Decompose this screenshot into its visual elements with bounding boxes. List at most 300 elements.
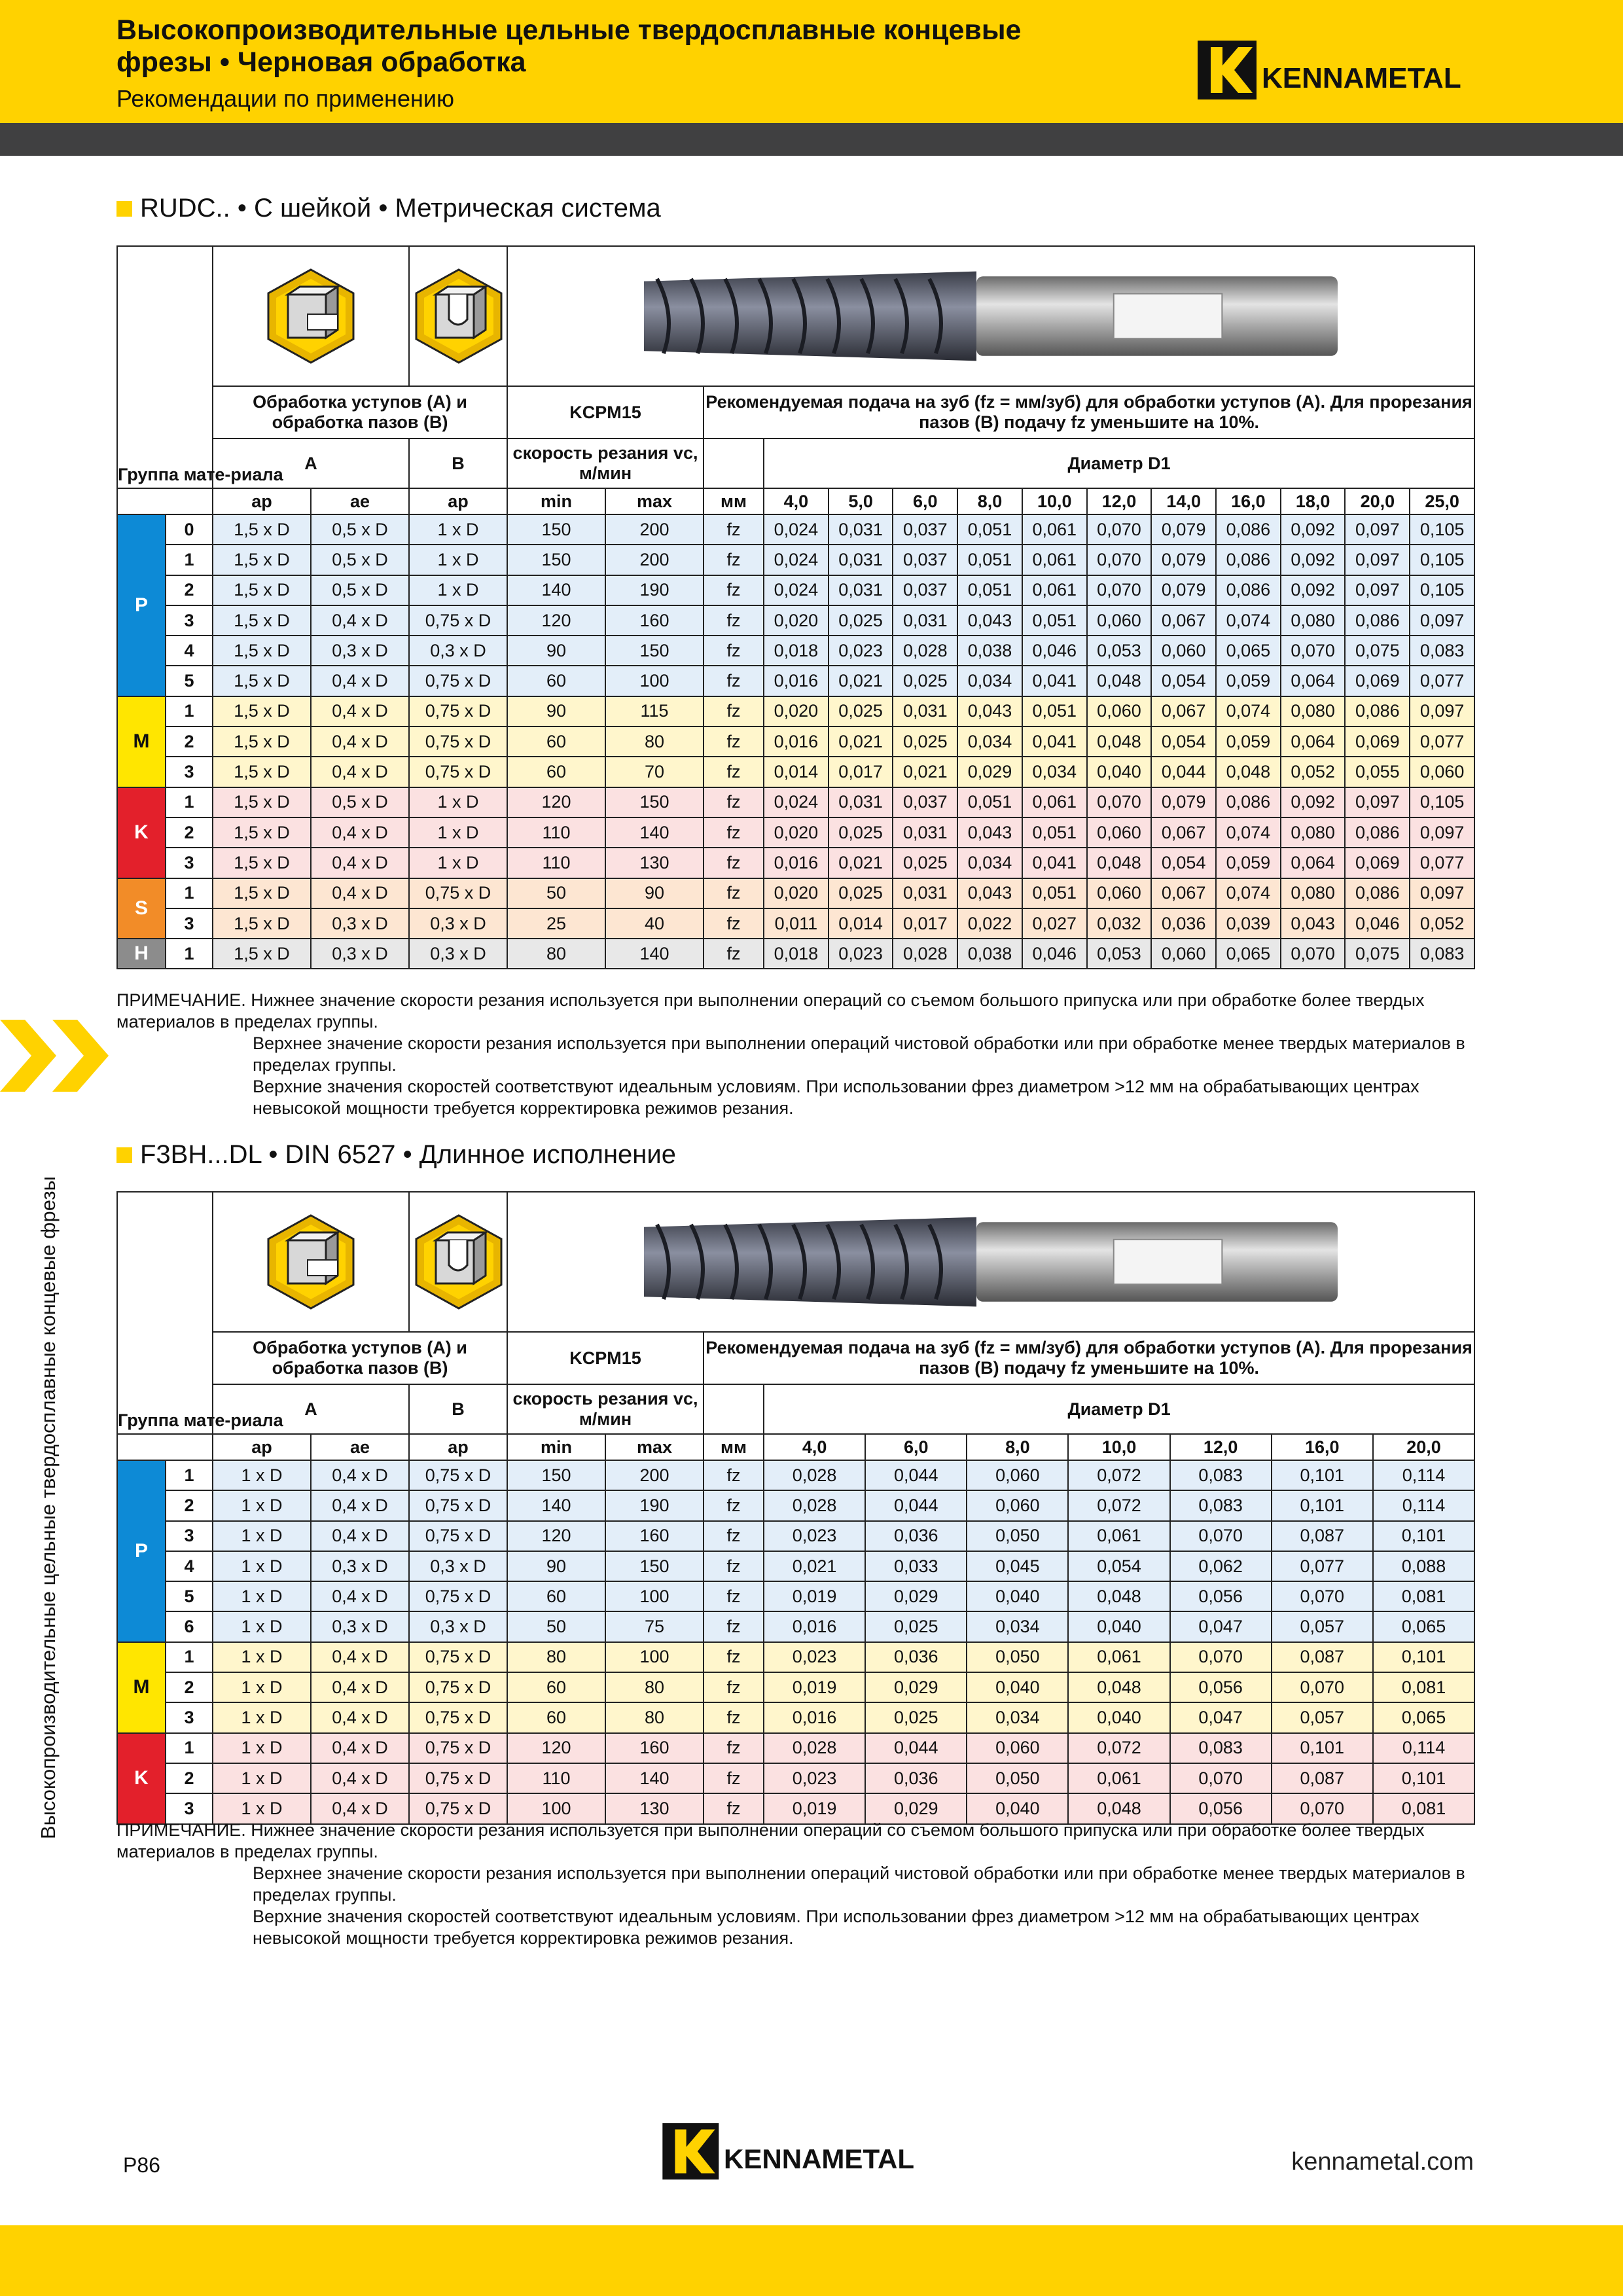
ap-b-value: 0,75 x D bbox=[425, 1526, 491, 1546]
feed-value: 0,021 bbox=[838, 671, 883, 691]
subgroup-number: 3 bbox=[184, 1526, 194, 1546]
feed-cell bbox=[1410, 545, 1474, 575]
feed-value: 0,060 bbox=[1097, 883, 1141, 903]
kennametal-footer-logo bbox=[656, 2123, 931, 2179]
feed-value: 0,061 bbox=[1097, 1768, 1141, 1788]
subgroup-number: 2 bbox=[184, 822, 194, 842]
feed-value: 0,105 bbox=[1419, 549, 1465, 569]
subgroup-number: 2 bbox=[184, 1495, 194, 1515]
feed-value: 0,087 bbox=[1300, 1647, 1345, 1667]
diameter-col-header bbox=[1087, 488, 1152, 514]
ap-b-cell bbox=[409, 1763, 507, 1793]
operation-header-cell bbox=[213, 1332, 507, 1384]
page-title: Высокопроизводительные цельные твердосплавные концевые фрезы • Черновая обработка bbox=[116, 14, 1022, 78]
feed-value: 0,070 bbox=[1300, 1798, 1345, 1818]
feed-value: 0,056 bbox=[1198, 1586, 1243, 1606]
subgroup-cell bbox=[166, 848, 213, 878]
feed-cell bbox=[865, 1672, 967, 1702]
vc-min-value: 90 bbox=[546, 1556, 567, 1576]
feed-value: 0,101 bbox=[1300, 1465, 1345, 1485]
subgroup-cell bbox=[166, 757, 213, 787]
vc-max-cell bbox=[605, 757, 704, 787]
website-link[interactable]: kennametal.com bbox=[1291, 2148, 1474, 2176]
vc-min-value: 140 bbox=[541, 580, 571, 600]
feed-value: 0,075 bbox=[1355, 943, 1400, 963]
feed-cell bbox=[1410, 726, 1474, 757]
vc-max-cell bbox=[605, 726, 704, 757]
table-row bbox=[117, 1642, 1474, 1672]
subgroup-cell bbox=[166, 1551, 213, 1581]
feed-cell bbox=[1022, 848, 1087, 878]
ap-cell bbox=[213, 1733, 311, 1763]
feed-cell bbox=[967, 1551, 1068, 1581]
vc-min-cell bbox=[507, 575, 605, 605]
feed-value: 0,097 bbox=[1355, 580, 1400, 600]
feed-cell bbox=[865, 1551, 967, 1581]
unit-value: fz bbox=[726, 580, 741, 600]
material-group-letter: M bbox=[133, 1676, 150, 1698]
feed-value: 0,077 bbox=[1419, 852, 1465, 872]
vc-min-value: 90 bbox=[546, 701, 567, 721]
vc-min-cell bbox=[507, 939, 605, 969]
feed-cell bbox=[1068, 1611, 1169, 1641]
ae-value: 0,4 x D bbox=[332, 1677, 388, 1697]
feed-value: 0,031 bbox=[838, 580, 883, 600]
feed-value: 0,034 bbox=[995, 1708, 1040, 1728]
feed-value: 0,050 bbox=[995, 1768, 1040, 1788]
vc-min-cell bbox=[507, 1581, 605, 1611]
feed-value: 0,097 bbox=[1419, 822, 1465, 842]
vc-max-cell bbox=[605, 696, 704, 726]
subgroup-number: 3 bbox=[184, 762, 194, 782]
operation-header: Обработка уступов (A) и обработка пазов (B) bbox=[253, 1338, 467, 1378]
feed-value: 0,023 bbox=[838, 640, 883, 660]
max-label: max bbox=[636, 491, 673, 511]
grade-label: KCPM15 bbox=[569, 402, 641, 422]
feed-cell bbox=[1087, 545, 1152, 575]
ae-value: 0,4 x D bbox=[332, 1526, 388, 1546]
speed-header bbox=[507, 439, 704, 488]
ap-cell bbox=[213, 878, 311, 908]
group-header-blank bbox=[117, 246, 283, 488]
table-row bbox=[117, 1733, 1474, 1763]
shoulder-icon-cell bbox=[213, 246, 409, 386]
feed-cell bbox=[1410, 817, 1474, 848]
vc-max-value: 140 bbox=[639, 1768, 669, 1788]
feed-value: 0,057 bbox=[1300, 1708, 1345, 1728]
feed-cell bbox=[967, 1763, 1068, 1793]
feed-value: 0,074 bbox=[1226, 822, 1271, 842]
feed-cell bbox=[1345, 939, 1410, 969]
shoulder-milling-icon bbox=[262, 1213, 360, 1311]
vc-min-value: 60 bbox=[546, 762, 567, 782]
note-label: ПРИМЕЧАНИЕ. bbox=[116, 990, 246, 1010]
table-row bbox=[117, 666, 1474, 696]
ap-cell bbox=[213, 1460, 311, 1490]
ap-b-cell bbox=[409, 1642, 507, 1672]
subgroup-cell bbox=[166, 636, 213, 666]
end-mill-tool-image-0 bbox=[631, 254, 1351, 378]
ap-b-value: 1 x D bbox=[437, 822, 479, 842]
subgroup-cell bbox=[166, 605, 213, 636]
feed-value: 0,050 bbox=[995, 1647, 1040, 1667]
vc-min-cell bbox=[507, 787, 605, 817]
feed-value: 0,061 bbox=[1032, 792, 1077, 812]
feed-value: 0,025 bbox=[903, 731, 948, 751]
feed-cell bbox=[764, 696, 829, 726]
subgroup-number: 2 bbox=[184, 731, 194, 751]
subgroup-number: 1 bbox=[184, 1647, 194, 1667]
vc-max-cell bbox=[605, 1581, 704, 1611]
feed-value: 0,018 bbox=[774, 943, 819, 963]
ap-cell bbox=[213, 1490, 311, 1520]
diameter-value: 8,0 bbox=[977, 491, 1003, 511]
diameter-value: 8,0 bbox=[1005, 1437, 1030, 1457]
vc-max-value: 100 bbox=[639, 671, 669, 691]
feed-value: 0,023 bbox=[792, 1526, 837, 1546]
unit-value: fz bbox=[726, 1556, 741, 1576]
unit-value: fz bbox=[726, 1677, 741, 1697]
section-title-f3bh bbox=[116, 1140, 676, 1170]
table-row bbox=[117, 545, 1474, 575]
ae-cell bbox=[311, 696, 409, 726]
feed-cell bbox=[764, 1521, 865, 1551]
feed-value: 0,060 bbox=[1161, 943, 1206, 963]
feed-value: 0,037 bbox=[903, 549, 948, 569]
vc-max-cell bbox=[605, 1702, 704, 1732]
min-label: min bbox=[541, 1437, 573, 1457]
table-row bbox=[117, 817, 1474, 848]
diameter-header bbox=[764, 1384, 1474, 1434]
feed-value: 0,016 bbox=[792, 1708, 837, 1728]
feed-value: 0,020 bbox=[774, 610, 819, 630]
feed-value: 0,023 bbox=[792, 1768, 837, 1788]
end-mill-tool-image-1 bbox=[631, 1200, 1351, 1324]
group-subheader-blank bbox=[117, 488, 213, 514]
vc-min-value: 50 bbox=[546, 883, 567, 903]
bullet-square-icon bbox=[116, 201, 132, 217]
feed-value: 0,059 bbox=[1226, 731, 1271, 751]
feed-cell bbox=[1068, 1460, 1169, 1490]
feed-value: 0,086 bbox=[1355, 822, 1400, 842]
ap-b-value: 0,75 x D bbox=[425, 1465, 491, 1485]
feed-cell bbox=[1087, 605, 1152, 636]
unit-mm-header bbox=[704, 1434, 764, 1460]
vc-max-value: 80 bbox=[644, 731, 665, 751]
ap-value: 1 x D bbox=[241, 1708, 283, 1728]
feed-cell bbox=[1068, 1581, 1169, 1611]
subgroup-number: 4 bbox=[184, 1556, 194, 1576]
feed-value: 0,080 bbox=[1291, 610, 1335, 630]
section-title-rudc bbox=[116, 194, 661, 223]
ap-value: 1 x D bbox=[241, 1677, 283, 1697]
table-row bbox=[117, 1460, 1474, 1490]
ap-b-value: 1 x D bbox=[437, 549, 479, 569]
tool-image-cell bbox=[507, 1192, 1474, 1332]
feed-value: 0,072 bbox=[1097, 1738, 1141, 1758]
feed-cell bbox=[1170, 1521, 1272, 1551]
unit-value: fz bbox=[726, 792, 741, 812]
vc-min-cell bbox=[507, 726, 605, 757]
feed-value: 0,101 bbox=[1300, 1738, 1345, 1758]
feed-value: 0,025 bbox=[893, 1708, 938, 1728]
grade-label: KCPM15 bbox=[569, 1348, 641, 1368]
ae-header bbox=[311, 1434, 409, 1460]
feed-cell bbox=[829, 726, 893, 757]
vc-max-cell bbox=[605, 1763, 704, 1793]
feed-cell bbox=[1373, 1551, 1474, 1581]
feed-value: 0,020 bbox=[774, 822, 819, 842]
ap-b-cell bbox=[409, 1460, 507, 1490]
ap-b-value: 0,75 x D bbox=[425, 762, 491, 782]
feed-cell bbox=[957, 817, 1022, 848]
feed-value: 0,061 bbox=[1032, 549, 1077, 569]
ae-cell bbox=[311, 787, 409, 817]
ae-cell bbox=[311, 666, 409, 696]
grade-cell bbox=[507, 386, 704, 439]
bullet-square-icon bbox=[116, 1147, 132, 1163]
feed-value: 0,024 bbox=[774, 792, 819, 812]
feed-value: 0,083 bbox=[1419, 640, 1465, 660]
feed-cell bbox=[1022, 726, 1087, 757]
feed-header-cell bbox=[704, 386, 1474, 439]
unit-cell bbox=[704, 757, 764, 787]
feed-value: 0,041 bbox=[1032, 671, 1077, 691]
ae-cell bbox=[311, 1763, 409, 1793]
material-group-h bbox=[117, 939, 166, 969]
ae-value: 0,4 x D bbox=[332, 1768, 388, 1788]
feed-cell bbox=[893, 514, 957, 545]
feed-value: 0,081 bbox=[1401, 1677, 1446, 1697]
feed-cell bbox=[893, 878, 957, 908]
footer-band bbox=[0, 2225, 1623, 2296]
ae-value: 0,5 x D bbox=[332, 519, 388, 539]
unit-value: fz bbox=[726, 852, 741, 872]
unit-value: fz bbox=[726, 762, 741, 782]
diameter-value: 4,0 bbox=[783, 491, 809, 511]
feed-cell bbox=[865, 1702, 967, 1732]
subgroup-cell bbox=[166, 817, 213, 848]
feed-value: 0,040 bbox=[995, 1677, 1040, 1697]
feed-cell bbox=[1022, 787, 1087, 817]
page-subtitle: Рекомендации по применению bbox=[116, 85, 454, 112]
unit-value: fz bbox=[726, 671, 741, 691]
vc-min-value: 150 bbox=[541, 549, 571, 569]
feed-cell bbox=[1151, 817, 1216, 848]
feed-value: 0,048 bbox=[1226, 762, 1271, 782]
feed-cell bbox=[1151, 757, 1216, 787]
feed-value: 0,048 bbox=[1097, 1586, 1141, 1606]
table-row bbox=[117, 1672, 1474, 1702]
feed-value: 0,080 bbox=[1291, 883, 1335, 903]
feed-value: 0,043 bbox=[967, 883, 1012, 903]
ae-cell bbox=[311, 1702, 409, 1732]
feed-value: 0,038 bbox=[967, 943, 1012, 963]
feed-value: 0,046 bbox=[1032, 640, 1077, 660]
feed-value: 0,031 bbox=[903, 822, 948, 842]
subgroup-cell bbox=[166, 1763, 213, 1793]
feed-cell bbox=[1410, 514, 1474, 545]
ap-value: 1 x D bbox=[241, 1647, 283, 1667]
group-subheader-blank bbox=[117, 1434, 213, 1460]
subgroup-number: 1 bbox=[184, 883, 194, 903]
feed-cell bbox=[1281, 696, 1346, 726]
feed-cell bbox=[893, 636, 957, 666]
feed-value: 0,059 bbox=[1226, 852, 1271, 872]
table-row bbox=[117, 878, 1474, 908]
vc-min-value: 80 bbox=[546, 1647, 567, 1667]
feed-value: 0,053 bbox=[1097, 640, 1141, 660]
feed-value: 0,050 bbox=[995, 1526, 1040, 1546]
unit-value: fz bbox=[726, 1798, 741, 1818]
feed-cell bbox=[1281, 514, 1346, 545]
feed-value: 0,087 bbox=[1300, 1768, 1345, 1788]
vc-min-value: 150 bbox=[541, 519, 571, 539]
feed-value: 0,069 bbox=[1355, 671, 1400, 691]
ap-cell bbox=[213, 1702, 311, 1732]
ae-cell bbox=[311, 939, 409, 969]
feed-value: 0,097 bbox=[1355, 549, 1400, 569]
feed-cell bbox=[1151, 514, 1216, 545]
subgroup-number: 1 bbox=[184, 549, 194, 569]
feed-value: 0,036 bbox=[893, 1647, 938, 1667]
group-label: Группа мате-риала bbox=[118, 1410, 283, 1430]
feed-cell bbox=[967, 1672, 1068, 1702]
side-label: Высокопроизводительные цельные твердосплавные концевые фрезы bbox=[37, 1176, 60, 1839]
feed-value: 0,011 bbox=[774, 913, 818, 933]
cutting-data-table-rudc bbox=[116, 245, 1475, 969]
vc-min-value: 120 bbox=[541, 1526, 571, 1546]
feed-cell bbox=[829, 605, 893, 636]
ae-cell bbox=[311, 1460, 409, 1490]
diameter-col-header bbox=[1216, 488, 1281, 514]
vc-max-value: 100 bbox=[639, 1647, 669, 1667]
table-row bbox=[117, 939, 1474, 969]
subgroup-cell bbox=[166, 726, 213, 757]
vc-max-cell bbox=[605, 1642, 704, 1672]
ae-cell bbox=[311, 1551, 409, 1581]
ap-b-value: 1 x D bbox=[437, 792, 479, 812]
note-line-2: Верхнее значение скорости резания используется при выполнении операций чистовой обработки или при обработке менее твердых материалов в пределах группы. bbox=[253, 1033, 1465, 1075]
vc-max-cell bbox=[605, 908, 704, 939]
ap-b-cell bbox=[409, 1490, 507, 1520]
feed-value: 0,020 bbox=[774, 883, 819, 903]
material-group-letter: S bbox=[134, 897, 148, 919]
note-line-1 bbox=[116, 1820, 1474, 1863]
feed-value: 0,051 bbox=[967, 580, 1012, 600]
feed-value: 0,070 bbox=[1291, 640, 1335, 660]
vc-min-cell bbox=[507, 696, 605, 726]
feed-cell bbox=[1068, 1733, 1169, 1763]
feed-value: 0,070 bbox=[1300, 1677, 1345, 1697]
feed-value: 0,023 bbox=[792, 1647, 837, 1667]
table-row bbox=[117, 605, 1474, 636]
ap-value: 1 x D bbox=[241, 1526, 283, 1546]
unit-cell bbox=[704, 878, 764, 908]
feed-value: 0,044 bbox=[893, 1495, 938, 1515]
subgroup-cell bbox=[166, 1702, 213, 1732]
feed-value: 0,044 bbox=[893, 1738, 938, 1758]
diameter-value: 6,0 bbox=[913, 491, 938, 511]
diameter-value: 14,0 bbox=[1166, 491, 1201, 511]
feed-value: 0,072 bbox=[1097, 1465, 1141, 1485]
slot-milling-icon bbox=[410, 267, 508, 365]
feed-value: 0,065 bbox=[1401, 1617, 1446, 1637]
feed-value: 0,086 bbox=[1355, 883, 1400, 903]
feed-value: 0,051 bbox=[967, 792, 1012, 812]
feed-value: 0,070 bbox=[1198, 1647, 1243, 1667]
ap-value: 1,5 x D bbox=[234, 792, 290, 812]
vc-max-cell bbox=[605, 1551, 704, 1581]
feed-cell bbox=[1170, 1551, 1272, 1581]
feed-cell bbox=[1087, 666, 1152, 696]
unit-value: fz bbox=[726, 1617, 741, 1637]
feed-value: 0,056 bbox=[1198, 1677, 1243, 1697]
unit-value: fz bbox=[726, 610, 741, 630]
ae-value: 0,3 x D bbox=[332, 1617, 388, 1637]
table-row bbox=[117, 726, 1474, 757]
subgroup-cell bbox=[166, 1611, 213, 1641]
unit-cell bbox=[704, 605, 764, 636]
unit-value: fz bbox=[726, 943, 741, 963]
unit-value: fz bbox=[726, 701, 741, 721]
feed-value: 0,087 bbox=[1300, 1526, 1345, 1546]
feed-value: 0,031 bbox=[838, 519, 883, 539]
feed-cell bbox=[829, 757, 893, 787]
subgroup-number: 5 bbox=[184, 1586, 194, 1606]
ap-b-cell bbox=[409, 605, 507, 636]
feed-cell bbox=[1068, 1642, 1169, 1672]
ae-header bbox=[311, 488, 409, 514]
feed-value: 0,037 bbox=[903, 580, 948, 600]
feed-value: 0,065 bbox=[1401, 1708, 1446, 1728]
diameter-value: 16,0 bbox=[1231, 491, 1266, 511]
feed-value: 0,024 bbox=[774, 549, 819, 569]
feed-cell bbox=[764, 1672, 865, 1702]
feed-value: 0,064 bbox=[1291, 671, 1335, 691]
feed-value: 0,086 bbox=[1355, 701, 1400, 721]
feed-value: 0,060 bbox=[1161, 640, 1206, 660]
brand-text: KENNAMETAL bbox=[723, 2143, 915, 2174]
feed-value: 0,086 bbox=[1226, 519, 1271, 539]
feed-value: 0,040 bbox=[1097, 762, 1141, 782]
ap-b-cell bbox=[409, 1672, 507, 1702]
feed-value: 0,034 bbox=[967, 731, 1012, 751]
feed-cell bbox=[865, 1763, 967, 1793]
feed-cell bbox=[1281, 939, 1346, 969]
feed-value: 0,029 bbox=[967, 762, 1012, 782]
ap-b-value: 0,3 x D bbox=[430, 943, 486, 963]
feed-value: 0,079 bbox=[1161, 792, 1206, 812]
feed-cell bbox=[1345, 726, 1410, 757]
feed-cell bbox=[1087, 878, 1152, 908]
ap-cell bbox=[213, 726, 311, 757]
feed-cell bbox=[764, 636, 829, 666]
vc-min-cell bbox=[507, 1642, 605, 1672]
ae-value: 0,4 x D bbox=[332, 1708, 388, 1728]
note-text: Нижнее значение скорости резания используется при выполнении операций со съемом большого припуска или при обработке более твердых материалов в пределах группы. bbox=[116, 990, 1425, 1031]
vc-min-cell bbox=[507, 666, 605, 696]
feed-value: 0,061 bbox=[1097, 1526, 1141, 1546]
feed-cell bbox=[1281, 757, 1346, 787]
ap-b-value: 0,75 x D bbox=[425, 610, 491, 630]
min-label: min bbox=[541, 491, 573, 511]
unit-cell bbox=[704, 1763, 764, 1793]
feed-cell bbox=[764, 605, 829, 636]
ae-value: 0,4 x D bbox=[332, 671, 388, 691]
group-header-blank bbox=[117, 1192, 283, 1434]
ap-b-cell bbox=[409, 1521, 507, 1551]
